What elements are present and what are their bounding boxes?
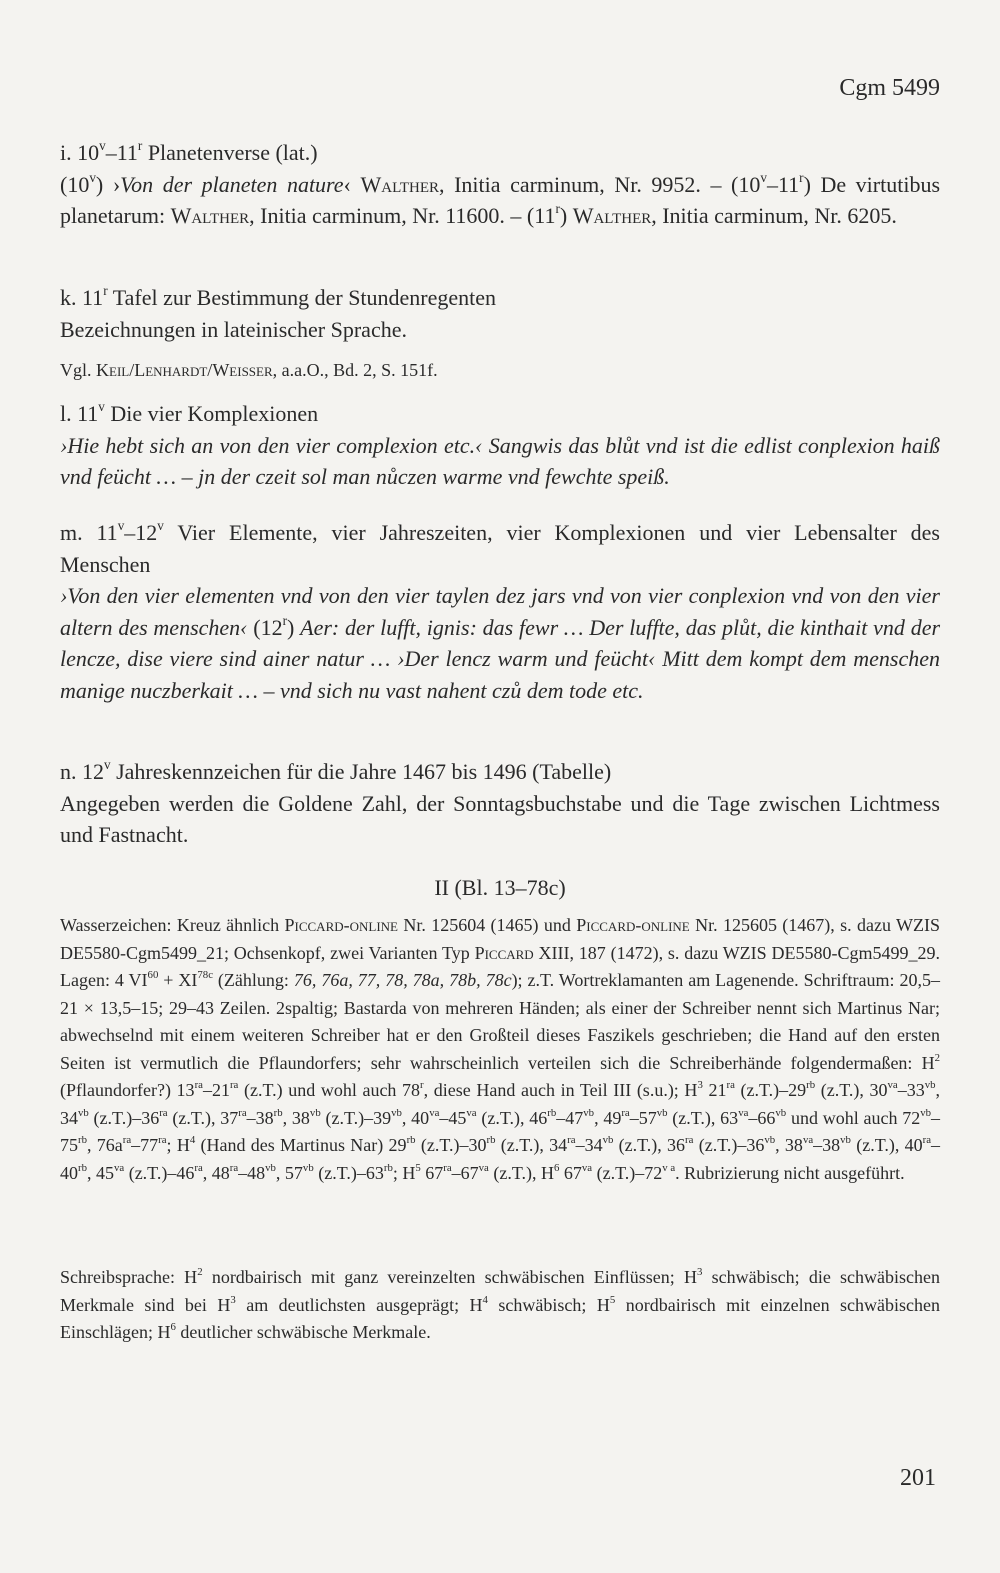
part2-language-paragraph: Schreibsprache: $H^2$ nordbairisch mit ganz vereinzelten schwäbischen Einflüssen; $H^3$ schwäbisch; die schwäbischen Merkmale sind bei $H^3$ am deutlichsten ausgeprägt; $H^4$ schwäbisch; $H^5$ nordbairisch mit einzelnen schwäbischen Einschlägen; $H^6$ deutlicher schwäbische Merkmale. xyxy=(60,1265,941,1342)
page-number: 201 xyxy=(900,1465,936,1491)
section-m xyxy=(60,517,940,706)
section-l xyxy=(60,398,940,493)
section-k xyxy=(60,282,940,345)
part2-watermark-paragraph: Wasserzeichen: Kreuz ähnlich Piccard-online Nr. 125604 (1465) und Piccard-online Nr. 125605 (1467), s. dazu WZIS DE5580-Cgm5499_21; Ochsenkopf, zwei Varianten Typ Piccard XIII, 187 (1472), s. dazu WZIS DE5580-Cgm5499_29. Lagen: 4 $VI^{60} + XI^{78c}$ (Zählung: 76, 76a, 77, 78, 78a, 78b, 78c); z.T. Wortreklamanten am Lagenende. Schriftraum: 20,5–21 × 13,5–15; 29–43 Zeilen. 2spaltig; Bastarda von mehreren Händen; als einer der Schreiber nennt sich Martinus Nar; abwechselnd mit einem weiteren Schreiber hat er den Großteil dieses Faszikels geschrieben; die Hand auf den ersten Seiten ist vermutlich die Pflaundorfers; sehr wahrscheinlich verteilen sich die Schreiberhände folgendermaßen: $H^2$ (Pflaundorfer?) $13^{ra}-21^{ra}$ (z.T.) und wohl auch 78$^r$, diese Hand auch in Teil III (s.u.); $H^3$ $21^{ra}$ $(z.T.)-29^{rb}$ (z.T.), $30^{va}-33^{vb}$, $34^{vb}$ $(z.T.)-36^{ra}$ (z.T.), $37^{ra}-38^{rb}$, $38^{vb}$ $(z.T.)-39^{vb}$, $40^{va}-45^{va}$ (z.T.), $46^{rb}-47^{vb}$, $49^{ra}-57^{vb}$ (z.T.), $63^{va}-66^{vb}$ und wohl auch $72^{vb}-75^{rb}$, $76a^{ra}-77^{ra}$; $H^4$ (Hand des Martinus Nar) $29^{rb}$ $(z.T.)-30^{rb}$ (z.T.), $34^{ra}-34^{vb}$ (z.T.), $36^{ra}$ $(z.T.)-36^{vb}$, $38^{va}-38^{vb}$ (z.T.), $40^{ra}-40^{rb}$, $45^{va}$ $(z.T.)-46^{ra}$, $48^{ra}-48^{vb}$, $57^{vb}$ $(z.T.)-63^{rb}$; $H^5$ $67^{ra}-67^{va}$ (z.T.), $H^6$ $67^{va}$ $(z.T.)-72^{v a}$. Rubrizierung nicht ausgeführt. xyxy=(60,915,941,1183)
section-k-heading: k. 11$^r$ Tafel zur Bestimmung der Stundenregenten xyxy=(60,283,497,310)
section-n xyxy=(60,756,940,851)
section-i-heading: i. 10$^v$–11$^r$ Planetenverse (lat.) xyxy=(60,138,318,165)
page-header: Cgm 5499 xyxy=(839,75,940,101)
section-n-heading: n. 12$^v$ Jahreskennzeichen für die Jahre 1467 bis 1496 (Tabelle) xyxy=(60,757,612,784)
part2-heading: II (Bl. 13–78c) xyxy=(434,875,566,900)
section-i xyxy=(60,137,940,232)
section-m-text: ›Von den vier elementen vnd von den vier taylen dez jars vnd von vier conplexion vnd von den vier altern des menschen‹ (12$^r$) Aer: der lufft, ignis: das fewr … Der luffte, das plůt, die kinthait vnd der lencze, dise viere sind ainer natur … ›Der lencz warm und feücht‹ Mitt dem kompt dem menschen manige nuczberkait … – vnd sich nu vast nahent czů dem tode etc. xyxy=(60,583,941,703)
section-k-line2: Bezeichnungen in lateinischer Sprache. xyxy=(60,316,407,342)
section-k-ref: Vgl. Keil/Lenhardt/Weisser, a.a.O., Bd. 2, S. 151f. xyxy=(60,360,438,380)
section-l-text: ›Hie hebt sich an von den vier complexion etc.‹ Sangwis das blůt vnd ist die edlist conplexion haiß vnd feücht … – jn der czeit sol man nůczen warme vnd fewchte speiß. xyxy=(60,432,940,489)
section-l-heading: l. 11$^v$ Die vier Komplexionen xyxy=(60,399,319,426)
section-n-text: Angegeben werden die Goldene Zahl, der Sonntagsbuchstabe und die Tage zwischen Lichtmess und Fastnacht. xyxy=(60,790,940,847)
section-m-heading: m. 11$^v$–12$^v$ Vier Elemente, vier Jahreszeiten, vier Komplexionen und vier Lebensalter des Menschen xyxy=(60,518,940,577)
section-i-text: (10$^v$) ›Von der planeten nature‹ Walther, Initia carminum, Nr. 9952. – (10$^v$–11$^r$) De virtutibus planetarum: Walther, Initia carminum, Nr. 11600. – (11$^r$) Walther, Initia carminum, Nr. 6205. xyxy=(60,169,941,228)
